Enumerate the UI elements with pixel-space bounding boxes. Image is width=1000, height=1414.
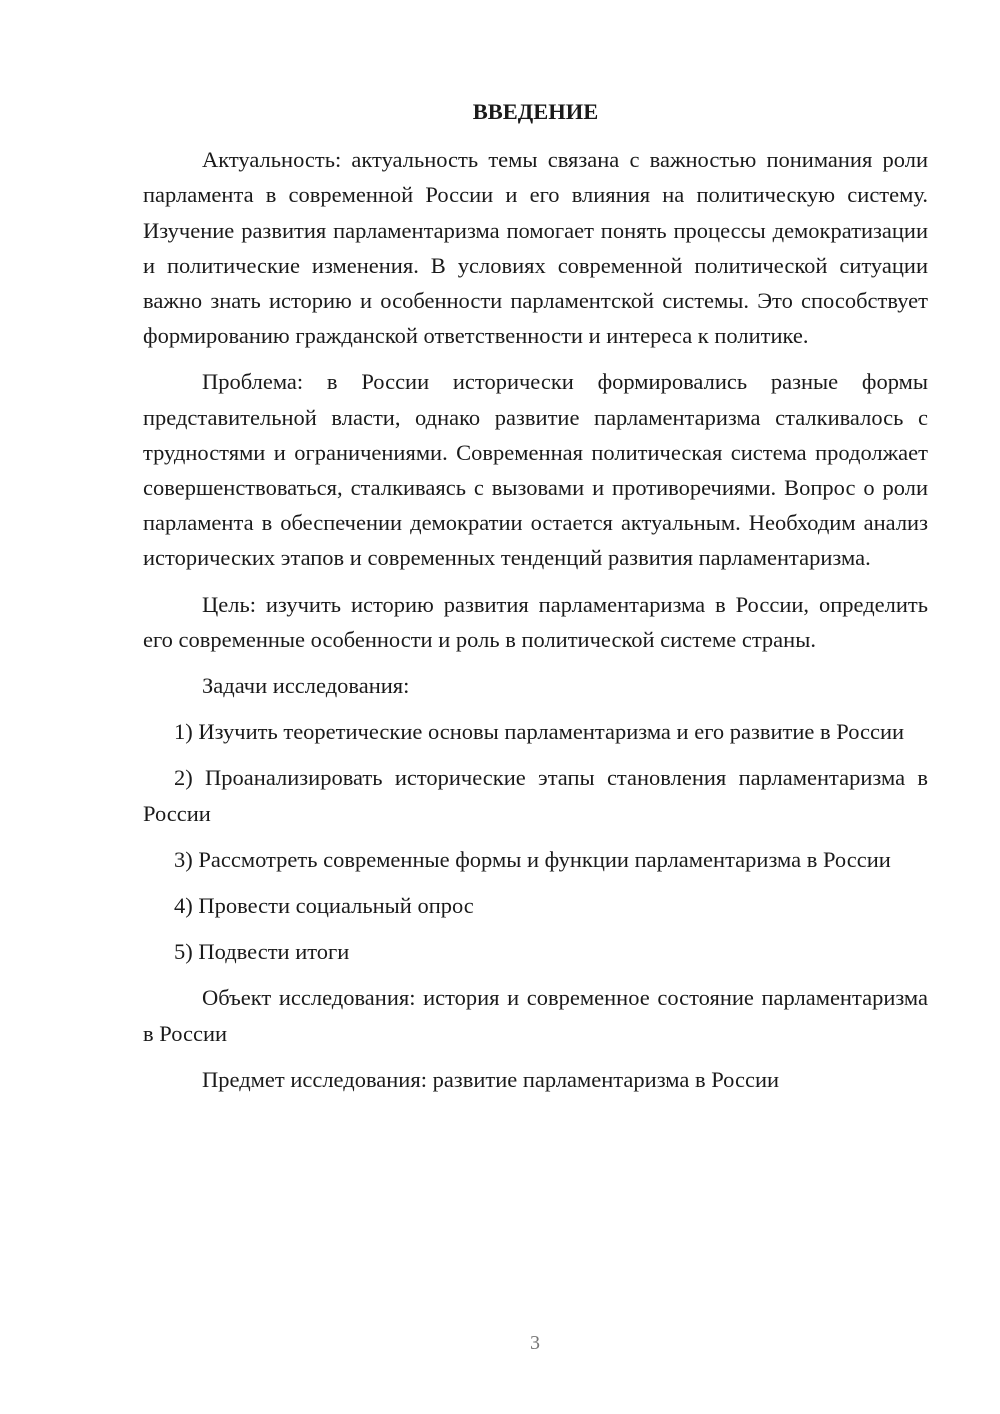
goal-paragraph: Цель: изучить историю развития парламентаризма в России, определить его современные особенности и роль в политической системе страны.	[143, 591, 928, 652]
task-item: 5) Подвести итоги	[174, 939, 350, 965]
relevance-paragraph: Актуальность: актуальность темы связана с важностью понимания роли парламента в современной России и его влияния на политическую систему. Изучение развития парламентаризма помогает понять процессы демократизации и политические изменения. В условиях современной политической ситуации важно знать историю и особенности парламентской системы. Это способствует формированию гражданской ответственности и интереса к политике.	[143, 147, 928, 349]
problem-paragraph: Проблема: в России исторически формировались разные формы представительной власти, однако развитие парламентаризма сталкивалось с трудностями и ограничениями. Современная политическая система продолжает совершенствоваться, сталкиваясь с вызовами и противоречиями. Вопрос о роли парламента в обеспечении демократии остается актуальным. Необходим анализ исторических этапов и современных тенденций развития парламентаризма.	[143, 369, 928, 571]
object-paragraph: Объект исследования: история и современное состояние парламентаризма в России	[143, 985, 928, 1046]
task-item: 1) Изучить теоретические основы парламентаризма и его развитие в России	[174, 719, 905, 745]
subject-paragraph: Предмет исследования: развитие парламентаризма в России	[202, 1066, 780, 1092]
document-page	[143, 94, 928, 1108]
task-item: 2) Проанализировать исторические этапы становления парламентаризма в России	[143, 765, 928, 826]
task-item: 4) Провести социальный опрос	[174, 893, 474, 919]
section-heading: ВВЕДЕНИЕ	[472, 99, 599, 124]
tasks-title: Задачи исследования:	[202, 673, 410, 699]
page-number: 3	[530, 1332, 540, 1354]
task-item: 3) Рассмотреть современные формы и функции парламентаризма в России	[174, 846, 891, 872]
